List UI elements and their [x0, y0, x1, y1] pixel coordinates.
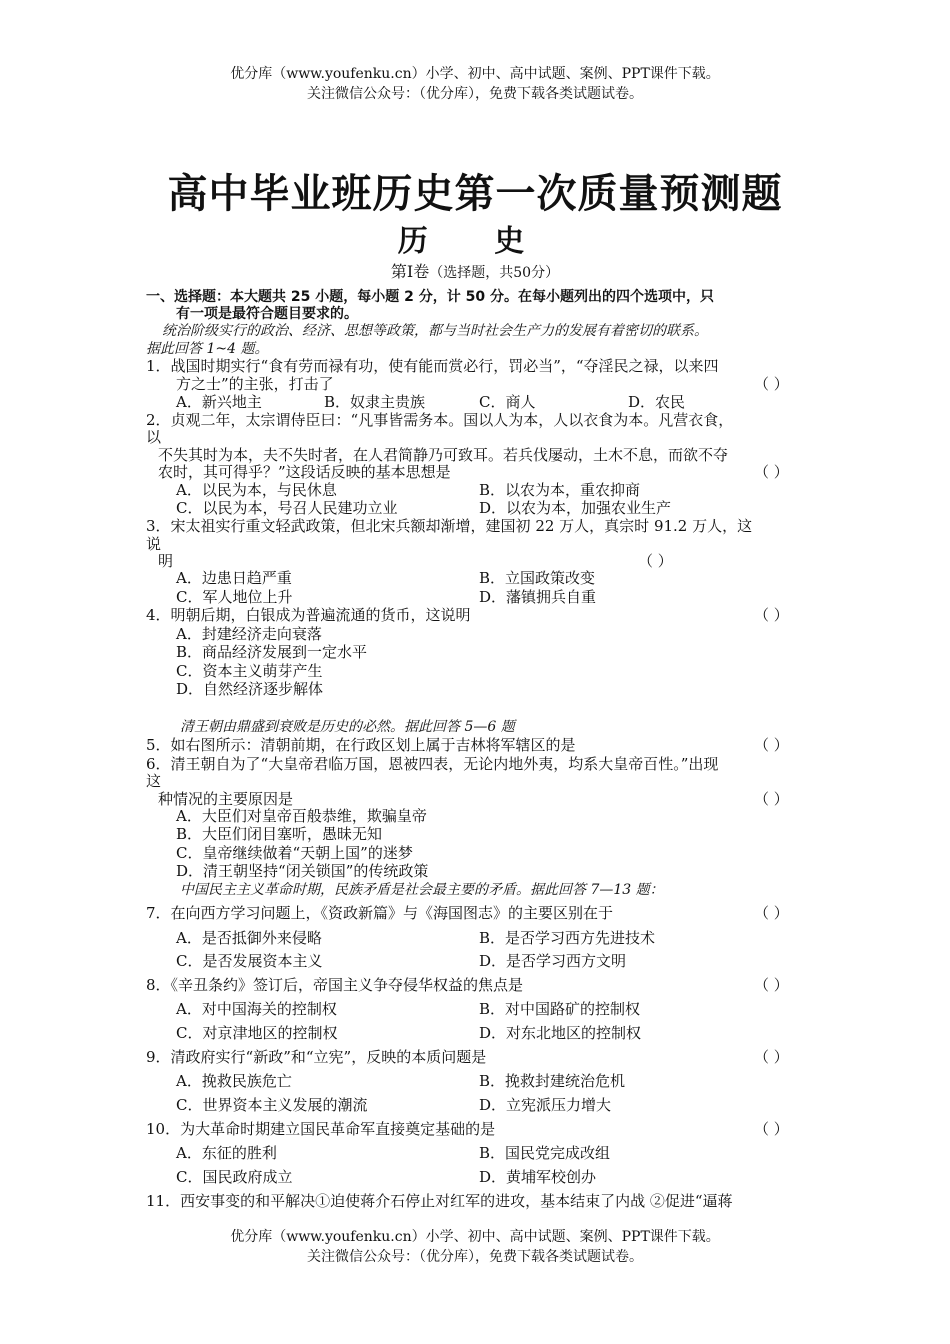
part-label: 第Ⅰ卷: [390, 262, 430, 281]
q10-option-b: B．国民党完成改组: [479, 1144, 611, 1162]
q10-option-d: D．黄埔军校创办: [479, 1168, 597, 1186]
q10-answer-blank: （ ）: [754, 1120, 789, 1138]
part-note: （选择题，共50分）: [429, 265, 560, 281]
q6-option-c: C．皇帝继续做着“天朝上国”的迷梦: [176, 844, 413, 862]
intro-1-line-1: 统治阶级实行的政治、经济、思想等政策，都与当时社会生产力的发展有着密切的联系。: [162, 323, 708, 339]
q6-option-a: A．大臣们对皇帝百般恭维，欺骗皇帝: [176, 807, 427, 825]
q2-option-c: C．以民为本，号召人民建功立业: [176, 499, 398, 517]
q3-option-a: A．边患日趋严重: [176, 569, 292, 587]
header-line-1: 优分库（www.youfenku.cn）小学、初中、高中试题、案例、PPT课件下载。: [230, 66, 720, 82]
q5-stem-line-1: 5．如右图所示：清朝前期，在行政区划上属于吉林将军辖区的是: [146, 736, 576, 754]
q1-option-b: B．奴隶主贵族: [324, 393, 426, 411]
q2-option-b: B．以农为本，重农抑商: [479, 481, 641, 499]
q10-stem-line-1: 10．为大革命时期建立国民革命军直接奠定基础的是: [146, 1120, 496, 1138]
q3-option-c: C．军人地位上升: [176, 588, 293, 606]
q4-answer-blank: （ ）: [754, 606, 789, 624]
q3-stem-line-3: 明: [158, 552, 174, 570]
q7-stem-line-1: 7．在向西方学习问题上，《资政新篇》与《海国图志》的主要区别在于: [146, 904, 614, 922]
q8-option-c: C．对京津地区的控制权: [176, 1024, 338, 1042]
instructions-line-2: 有一项是最符合题目要求的。: [176, 306, 358, 322]
q9-option-b: B．挽救封建统治危机: [479, 1072, 626, 1090]
subject-title: 历 史: [397, 224, 553, 259]
q3-stem-line-1: 3．宋太祖实行重文轻武政策，但北宋兵额却渐增，建国初 22 万人，真宗时 91.2 万人，这: [146, 517, 753, 535]
q4-option-c: C．资本主义萌芽产生: [176, 662, 323, 680]
q6-option-d: D．清王朝坚持“闭关锁国”的传统政策: [176, 862, 429, 880]
q4-option-b: B．商品经济发展到一定水平: [176, 643, 368, 661]
q3-option-b: B．立国政策改变: [479, 569, 596, 587]
page-footer: [0, 1227, 950, 1267]
q2-stem-line-3: 不失其时为本，夫不失时者，在人君简静乃可致耳。若兵伐屡动，土木不息，而欲不夺: [158, 446, 729, 464]
q8-answer-blank: （ ）: [754, 976, 789, 994]
q2-answer-blank: （ ）: [754, 463, 789, 481]
q7-answer-blank: （ ）: [754, 904, 789, 922]
q6-stem-line-1: 6．清王朝自为了“大皇帝君临万国，恩被四表，无论内地外夷，均系大皇帝百性。”出现: [146, 755, 719, 773]
q10-option-a: A．东征的胜利: [176, 1144, 277, 1162]
part-heading: [0, 262, 950, 283]
q6-answer-blank: （ ）: [754, 790, 789, 808]
q7-option-b: B．是否学习西方先进技术: [479, 929, 656, 947]
q7-option-c: C．是否发展资本主义: [176, 952, 323, 970]
q3-stem-line-2: 说: [146, 535, 162, 553]
q9-option-d: D．立宪派压力增大: [479, 1096, 612, 1114]
q7-option-a: A．是否抵御外来侵略: [176, 929, 322, 947]
q9-answer-blank: （ ）: [754, 1048, 789, 1066]
q6-option-b: B．大臣们闭目塞听，愚昧无知: [176, 825, 383, 843]
q9-stem-line-1: 9．清政府实行“新政”和“立宪”，反映的本质问题是: [146, 1048, 487, 1066]
q7-option-d: D．是否学习西方文明: [479, 952, 627, 970]
q2-stem-line-2: 以: [146, 428, 162, 446]
q9-option-c: C．世界资本主义发展的潮流: [176, 1096, 368, 1114]
q1-stem-line-2: 方之士”的主张，打击了: [176, 375, 334, 393]
q8-option-b: B．对中国路矿的控制权: [479, 1000, 641, 1018]
q4-option-a: A．封建经济走向衰落: [176, 625, 322, 643]
intro-3: 中国民主主义革命时期，民族矛盾是社会最主要的矛盾。据此回答 7—13 题：: [180, 882, 664, 898]
q8-option-a: A．对中国海关的控制权: [176, 1000, 337, 1018]
q3-option-d: D．藩镇拥兵自重: [479, 588, 597, 606]
q5-answer-blank: （ ）: [754, 736, 789, 754]
q2-stem-line-1: 2．贞观二年，太宗谓侍臣曰：“凡事皆需务本。国以人为本，人以衣食为本。凡营衣食，: [146, 411, 734, 429]
q9-option-a: A．挽救民族危亡: [176, 1072, 292, 1090]
q1-stem-line-1: 1．战国时期实行“食有劳而禄有功，使有能而赏必行，罚必当”，“夺淫民之禄，以来四: [146, 357, 719, 375]
q6-stem-line-2: 这: [146, 772, 162, 790]
footer-line-2: 关注微信公众号：（优分库），免费下载各类试题试卷。: [307, 1249, 643, 1265]
intro-2: 清王朝由鼎盛到衰败是历史的必然。据此回答 5—6 题: [180, 719, 515, 735]
q10-option-c: C．国民政府成立: [176, 1168, 293, 1186]
q1-option-c: C．商人: [479, 393, 536, 411]
page-header: [0, 64, 950, 104]
q1-option-a: A．新兴地主: [176, 393, 262, 411]
q2-option-d: D．以农为本，加强农业生产: [479, 499, 672, 517]
q1-option-d: D．农民: [628, 393, 686, 411]
q6-stem-line-3: 种情况的主要原因是: [158, 790, 294, 808]
q2-stem-line-4: 农时，其可得乎？”这段话反映的基本思想是: [158, 463, 451, 481]
q4-stem-line-1: 4．明朝后期，白银成为普遍流通的货币，这说明: [146, 606, 471, 624]
q8-option-d: D．对东北地区的控制权: [479, 1024, 642, 1042]
instructions-line-1: 一、选择题：本大题共 25 小题，每小题 2 分，计 50 分。在每小题列出的四个选项中，只: [146, 289, 714, 305]
intro-1-line-2: 据此回答 1~4 题。: [146, 341, 269, 357]
q2-option-a: A．以民为本，与民休息: [176, 481, 337, 499]
q3-answer-blank: （ ）: [638, 552, 673, 570]
q1-answer-blank: （ ）: [754, 375, 789, 393]
q11-stem-line-1: 11．西安事变的和平解决①迫使蒋介石停止对红军的进攻，基本结束了内战 ②促进“逼蒋: [146, 1192, 733, 1210]
footer-line-1: 优分库（www.youfenku.cn）小学、初中、高中试题、案例、PPT课件下载。: [230, 1229, 720, 1245]
exam-title: 高中毕业班历史第一次质量预测题: [167, 170, 783, 217]
q8-stem-line-1: 8．《辛丑条约》签订后，帝国主义争夺侵华权益的焦点是: [146, 976, 524, 994]
q4-option-d: D．自然经济逐步解体: [176, 680, 324, 698]
header-line-2: 关注微信公众号：（优分库），免费下载各类试题试卷。: [307, 86, 643, 102]
